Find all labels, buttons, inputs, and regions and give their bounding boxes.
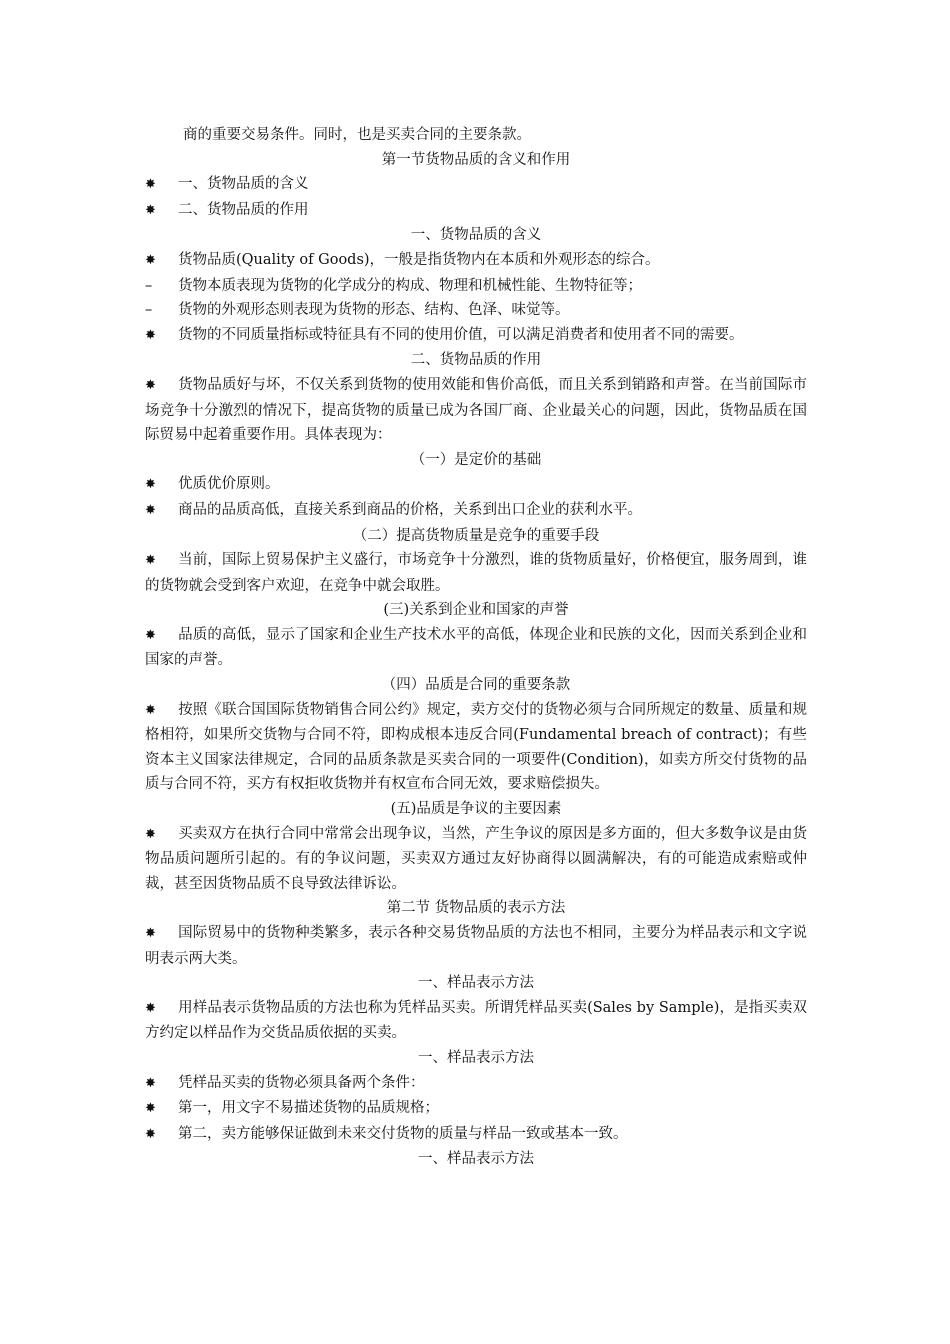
bullet-item: ✸ 货物品质(Quality of Goods)，一般是指货物内在本质和外观形态的综合。: [145, 248, 807, 274]
bullet-icon: ✸: [145, 202, 156, 218]
bullet-item: ✸ 用样品表示货物品质的方法也称为凭样品买卖。所谓凭样品买卖(Sales by Sample)，是指买卖双方约定以样品作为交货品质依据的买卖。: [145, 996, 807, 1046]
document-page: [145, 123, 807, 1172]
subsection-heading: （二）提高货物质量是竞争的重要手段: [352, 527, 600, 544]
subsection-heading: （四）品质是合同的重要条款: [381, 677, 571, 694]
bullet-item: ✸ 货物品质好与坏，不仅关系到货物的使用效能和售价高低，而且关系到销路和声誉。在当前国际市场竞争十分激烈的情况下，提高货物的质量已成为各国厂商、企业最关心的问题，因此，货物品质在国际贸易中起着重要作用。具体表现为：: [145, 373, 807, 448]
section-heading: 第一节货物品质的含义和作用: [381, 151, 571, 168]
bullet-item: ✸ 买卖双方在执行合同中常常会出现争议，当然，产生争议的原因是多方面的，但大多数争议是由货物品质问题所引起的。有的争议问题，买卖双方通过友好协商得以圆满解决，有的可能造成索赔或仲裁，甚至因货物品质不良导致法律诉讼。: [145, 822, 807, 897]
bullet-icon: ✸: [145, 1075, 156, 1091]
bullet-icon: ✸: [145, 627, 156, 643]
subsection-heading: 一、样品表示方法: [418, 975, 534, 992]
bullet-item: ✸ 一、货物品质的含义: [145, 172, 807, 198]
bullet-item: ✸ 第一，用文字不易描述货物的品质规格；: [145, 1096, 807, 1122]
bullet-item: ✸ 按照《联合国国际货物销售合同公约》规定，卖方交付的货物必须与合同所规定的数量、质量和规格相符，如果所交货物与合同不符，即构成根本违反合同(Fundamental breach of contract)；有些资本主义国家法律规定，合同的品质条款是买卖合同的一项要件(Condition)，如卖方所交付货物的品质与合同不符，买方有权拒收货物并有权宣布合同无效，要求赔偿损失。: [145, 698, 807, 797]
paragraph: 商的重要交易条件。同时，也是买卖合同的主要条款。: [183, 127, 531, 143]
bullet-icon: ✸: [145, 1101, 156, 1117]
bullet-item: ✸ 第二，卖方能够保证做到未来交付货物的质量与样品一致或基本一致。: [145, 1122, 807, 1148]
subsection-heading: 二、货物品质的作用: [410, 352, 542, 369]
section-heading: 第二节 货物品质的表示方法: [386, 900, 566, 917]
bullet-item: ✸ 当前，国际上贸易保护主义盛行，市场竞争十分激烈，谁的货物质量好，价格便宜，服务周到，谁的货物就会受到客户欢迎，在竞争中就会取胜。: [145, 548, 807, 598]
bullet-item: ✸ 货物的不同质量指标或特征具有不同的使用价值，可以满足消费者和使用者不同的需要。: [145, 323, 807, 349]
dash-item: – 货物的外观形态则表现为货物的形态、结构、色泽、味觉等。: [145, 298, 807, 323]
subsection-heading: (五)品质是争议的主要因素: [390, 801, 562, 818]
bullet-icon: ✸: [145, 926, 156, 941]
bullet-icon: ✸: [145, 1126, 156, 1142]
bullet-icon: ✸: [145, 377, 156, 393]
bullet-item: ✸ 商品的品质高低，直接关系到商品的价格，关系到出口企业的获利水平。: [145, 498, 807, 524]
dash-icon: –: [145, 277, 153, 294]
bullet-icon: ✸: [145, 702, 156, 718]
bullet-icon: ✸: [145, 826, 156, 842]
bullet-icon: ✸: [145, 327, 156, 343]
bullet-item: ✸ 国际贸易中的货物种类繁多，表示各种交易货物品质的方法也不相同，主要分为样品表示和文字说明表示两大类。: [145, 921, 807, 971]
bullet-item: ✸ 凭样品买卖的货物必须具备两个条件：: [145, 1071, 807, 1097]
bullet-icon: ✸: [145, 553, 156, 569]
subsection-heading: 一、样品表示方法: [418, 1151, 534, 1168]
bullet-icon: ✸: [145, 177, 156, 193]
bullet-icon: ✸: [145, 252, 156, 268]
subsection-heading: （一）是定价的基础: [410, 451, 542, 468]
subsection-heading: 一、货物品质的含义: [410, 227, 542, 244]
bullet-icon: ✸: [145, 502, 156, 518]
dash-icon: –: [145, 302, 153, 319]
bullet-item: ✸ 二、货物品质的作用: [145, 198, 807, 224]
bullet-icon: ✸: [145, 1000, 156, 1016]
subsection-heading: 一、样品表示方法: [418, 1049, 534, 1066]
bullet-item: ✸ 品质的高低，显示了国家和企业生产技术水平的高低，体现企业和民族的文化，因而关系到企业和国家的声誉。: [145, 623, 807, 673]
bullet-icon: ✸: [145, 477, 156, 493]
dash-item: – 货物本质表现为货物的化学成分的构成、物理和机械性能、生物特征等；: [145, 274, 807, 299]
subsection-heading: (三)关系到企业和国家的声誉: [383, 602, 569, 619]
bullet-item: ✸ 优质优价原则。: [145, 472, 807, 498]
